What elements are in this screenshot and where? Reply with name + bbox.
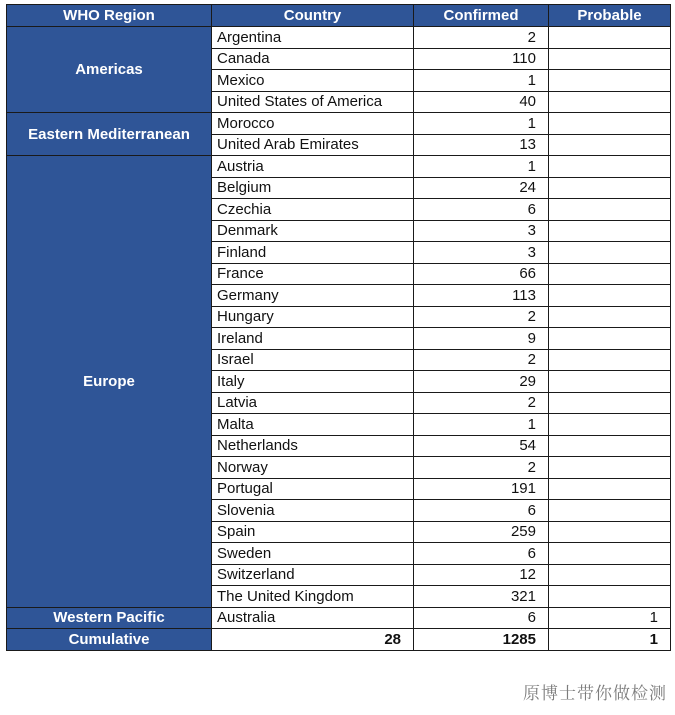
confirmed-cell: 1 <box>414 414 549 436</box>
country-cell: Netherlands <box>212 435 414 457</box>
watermark: 原博士带你做检测 <box>523 684 667 703</box>
cases-table <box>6 4 671 651</box>
region-cell: Western Pacific <box>7 607 212 629</box>
country-cell: Sweden <box>212 543 414 565</box>
country-cell: Mexico <box>212 70 414 92</box>
probable-cell <box>549 70 671 92</box>
country-cell: Portugal <box>212 478 414 500</box>
region-cell: Americas <box>7 27 212 113</box>
probable-cell <box>549 113 671 135</box>
confirmed-cell: 2 <box>414 349 549 371</box>
table-row <box>7 156 671 178</box>
header-who-region: WHO Region <box>7 5 212 27</box>
probable-cell <box>549 156 671 178</box>
country-cell: Belgium <box>212 177 414 199</box>
country-cell: The United Kingdom <box>212 586 414 608</box>
probable-cell <box>549 220 671 242</box>
probable-cell <box>549 478 671 500</box>
country-cell: Italy <box>212 371 414 393</box>
country-cell: Malta <box>212 414 414 436</box>
confirmed-cell: 1 <box>414 156 549 178</box>
probable-cell <box>549 564 671 586</box>
confirmed-cell: 2 <box>414 27 549 49</box>
probable-cell <box>549 586 671 608</box>
country-cell: Ireland <box>212 328 414 350</box>
confirmed-cell: 6 <box>414 607 549 629</box>
country-cell: Argentina <box>212 27 414 49</box>
confirmed-cell: 54 <box>414 435 549 457</box>
cumulative-countries: 28 <box>212 629 414 651</box>
confirmed-cell: 2 <box>414 306 549 328</box>
confirmed-cell: 24 <box>414 177 549 199</box>
confirmed-cell: 66 <box>414 263 549 285</box>
confirmed-cell: 2 <box>414 392 549 414</box>
probable-cell <box>549 263 671 285</box>
cumulative-row <box>7 629 671 651</box>
confirmed-cell: 110 <box>414 48 549 70</box>
confirmed-cell: 3 <box>414 242 549 264</box>
country-cell: Switzerland <box>212 564 414 586</box>
table-row <box>7 607 671 629</box>
country-cell: Austria <box>212 156 414 178</box>
header-probable: Probable <box>549 5 671 27</box>
confirmed-cell: 3 <box>414 220 549 242</box>
probable-cell <box>549 27 671 49</box>
confirmed-cell: 1 <box>414 70 549 92</box>
country-cell: Latvia <box>212 392 414 414</box>
region-cell: Europe <box>7 156 212 608</box>
country-cell: Denmark <box>212 220 414 242</box>
confirmed-cell: 321 <box>414 586 549 608</box>
confirmed-cell: 191 <box>414 478 549 500</box>
probable-cell <box>549 371 671 393</box>
probable-cell <box>549 392 671 414</box>
probable-cell <box>549 521 671 543</box>
country-cell: United Arab Emirates <box>212 134 414 156</box>
confirmed-cell: 113 <box>414 285 549 307</box>
confirmed-cell: 1 <box>414 113 549 135</box>
probable-cell <box>549 500 671 522</box>
probable-cell <box>549 414 671 436</box>
country-cell: Hungary <box>212 306 414 328</box>
confirmed-cell: 2 <box>414 457 549 479</box>
probable-cell <box>549 457 671 479</box>
probable-cell <box>549 543 671 565</box>
header-confirmed: Confirmed <box>414 5 549 27</box>
country-cell: Canada <box>212 48 414 70</box>
confirmed-cell: 13 <box>414 134 549 156</box>
probable-cell <box>549 349 671 371</box>
country-cell: Australia <box>212 607 414 629</box>
country-cell: Spain <box>212 521 414 543</box>
probable-cell <box>549 177 671 199</box>
country-cell: Israel <box>212 349 414 371</box>
probable-cell <box>549 134 671 156</box>
country-cell: Finland <box>212 242 414 264</box>
country-cell: Slovenia <box>212 500 414 522</box>
confirmed-cell: 9 <box>414 328 549 350</box>
probable-cell <box>549 285 671 307</box>
probable-cell: 1 <box>549 607 671 629</box>
country-cell: United States of America <box>212 91 414 113</box>
country-cell: Morocco <box>212 113 414 135</box>
country-cell: Norway <box>212 457 414 479</box>
confirmed-cell: 12 <box>414 564 549 586</box>
header-country: Country <box>212 5 414 27</box>
confirmed-cell: 29 <box>414 371 549 393</box>
cumulative-label: Cumulative <box>7 629 212 651</box>
probable-cell <box>549 306 671 328</box>
probable-cell <box>549 91 671 113</box>
region-cell: Eastern Mediterranean <box>7 113 212 156</box>
cumulative-probable: 1 <box>549 629 671 651</box>
cumulative-confirmed: 1285 <box>414 629 549 651</box>
confirmed-cell: 40 <box>414 91 549 113</box>
probable-cell <box>549 242 671 264</box>
confirmed-cell: 6 <box>414 543 549 565</box>
confirmed-cell: 6 <box>414 500 549 522</box>
header-row <box>7 5 671 27</box>
probable-cell <box>549 328 671 350</box>
table-row <box>7 27 671 49</box>
country-cell: France <box>212 263 414 285</box>
probable-cell <box>549 435 671 457</box>
confirmed-cell: 6 <box>414 199 549 221</box>
probable-cell <box>549 48 671 70</box>
probable-cell <box>549 199 671 221</box>
table-row <box>7 113 671 135</box>
country-cell: Germany <box>212 285 414 307</box>
confirmed-cell: 259 <box>414 521 549 543</box>
country-cell: Czechia <box>212 199 414 221</box>
